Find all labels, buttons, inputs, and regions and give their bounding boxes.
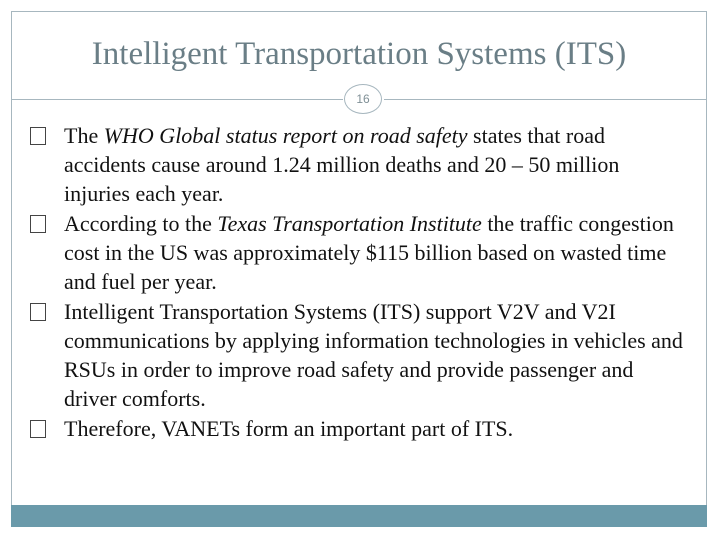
bullet-text-italic: WHO Global status report on road safety bbox=[103, 123, 468, 148]
bullet-item bbox=[30, 414, 690, 443]
title-divider-left bbox=[11, 99, 343, 100]
bullet-text-plain: According to the bbox=[64, 211, 218, 236]
bullet-text-plain: Therefore, VANETs form an important part of ITS. bbox=[64, 416, 514, 441]
bullet-text-italic: Texas Transportation Institute bbox=[217, 211, 482, 236]
bullet-square-icon bbox=[30, 303, 46, 321]
slide-number-badge bbox=[344, 84, 382, 114]
slide-title: Intelligent Transportation Systems (ITS) bbox=[91, 36, 627, 72]
bullet-list bbox=[30, 121, 690, 444]
bullet-text-plain: Intelligent Transportation Systems (ITS) support V2V and V2I communications by applying information technologies in vehicles and RSUs in order to improve road safety and provide passenger and driver comforts. bbox=[64, 299, 683, 411]
bullet-text-plain: states that road accidents cause around 1.24 million deaths and 20 – 50 million injuries each year. bbox=[64, 123, 620, 206]
slide-number: 16 bbox=[356, 92, 370, 106]
title-divider-right bbox=[384, 99, 707, 100]
footer-accent-bar bbox=[11, 505, 707, 527]
bullet-text-plain: The bbox=[64, 123, 104, 148]
bullet-text-plain: the traffic congestion cost in the US was approximately $115 billion based on wasted time and fuel per year. bbox=[64, 211, 674, 294]
bullet-item bbox=[30, 121, 690, 208]
bullet-square-icon bbox=[30, 215, 46, 233]
bullet-item bbox=[30, 209, 690, 296]
bullet-item bbox=[30, 297, 690, 413]
bullet-square-icon bbox=[30, 420, 46, 438]
bullet-square-icon bbox=[30, 127, 46, 145]
